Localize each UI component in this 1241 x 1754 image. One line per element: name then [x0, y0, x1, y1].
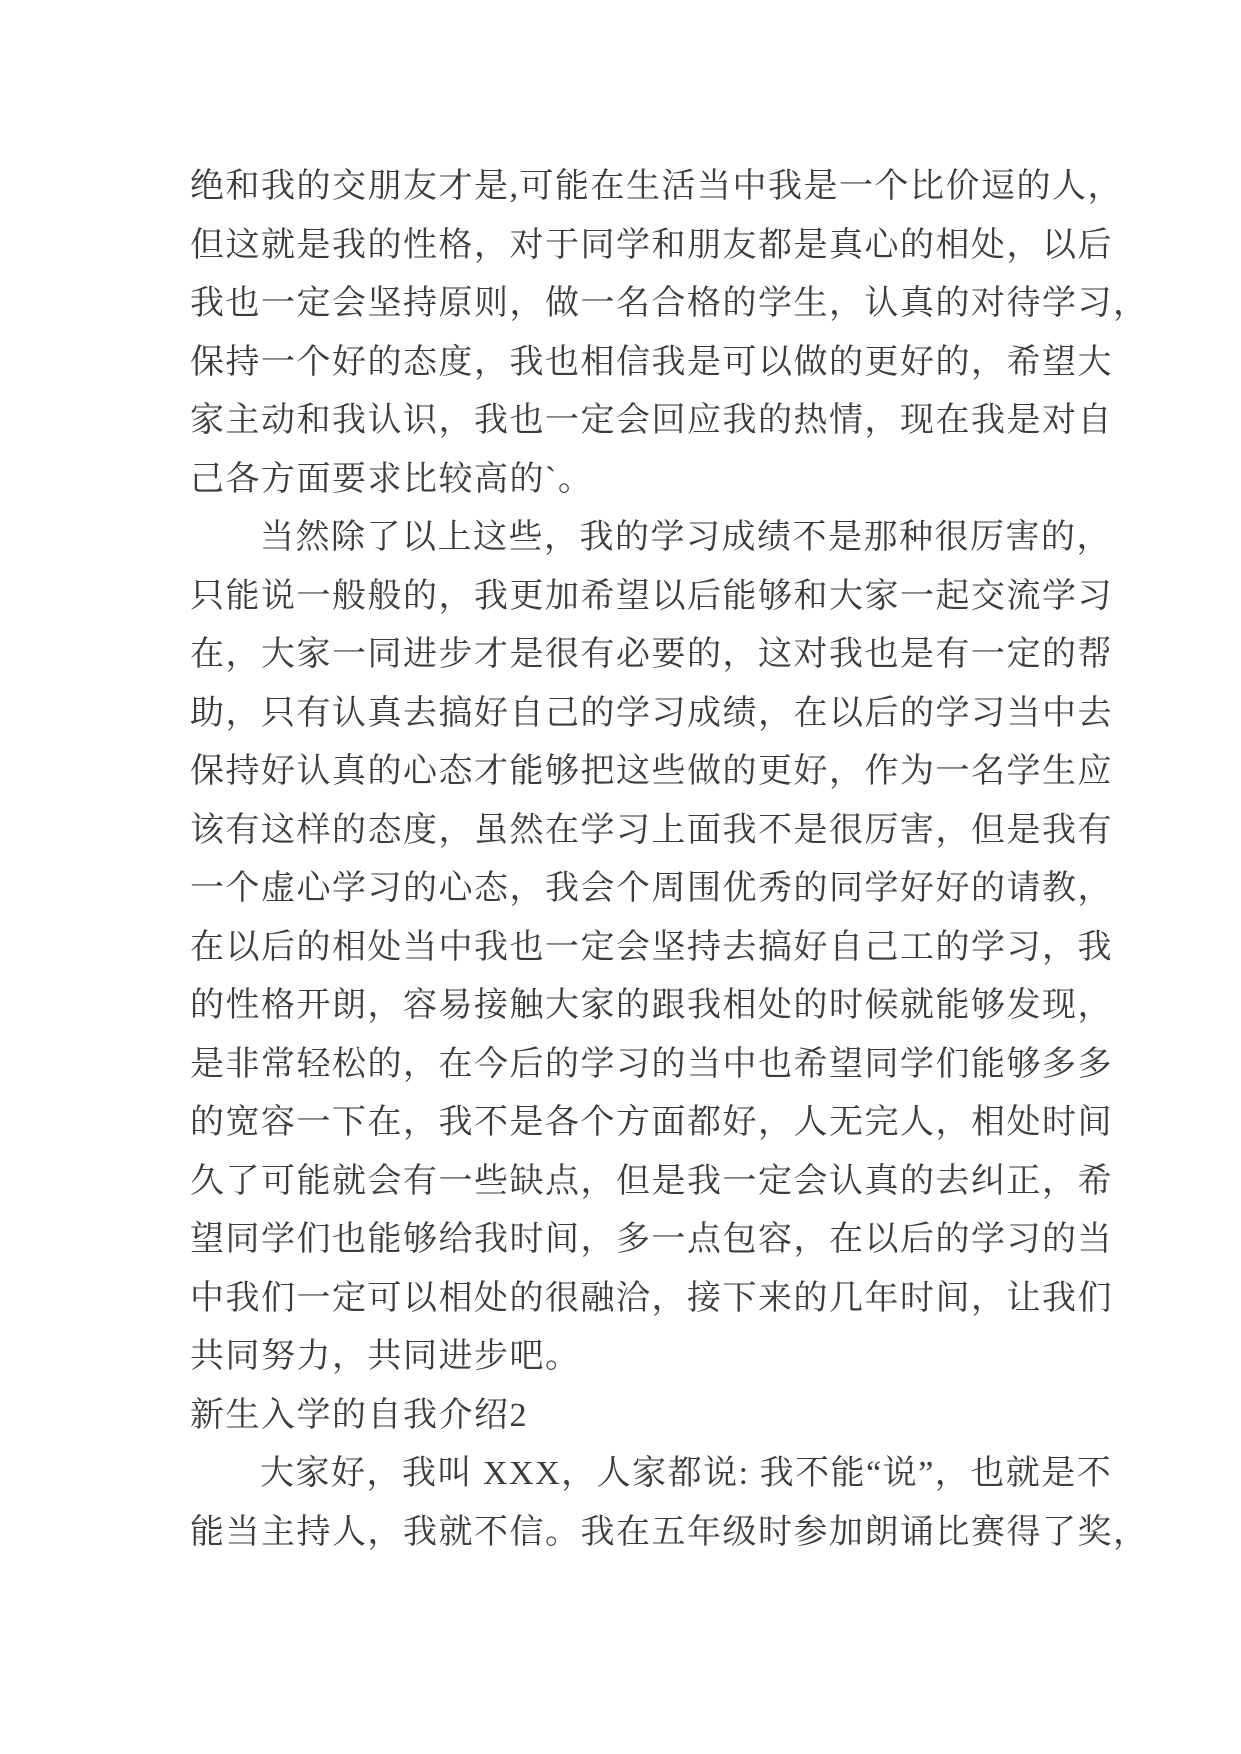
text-line: 是非常轻松的，在今后的学习的当中也希望同学们能够多多: [190, 1045, 1113, 1083]
text-line: 能当主持人，我就不信。我在五年级时参加朗诵比赛得了奖，: [190, 1513, 1149, 1551]
text-line: 但这就是我的性格，对于同学和朋友都是真心的相处，以后: [190, 226, 1113, 264]
text-line: 保持好认真的心态才能够把这些做的更好，作为一名学生应: [190, 753, 1113, 790]
text-line: 该有这样的态度，虽然在学习上面我不是很厉害，但是我有: [190, 811, 1113, 849]
text-line: 久了可能就会有一些缺点，但是我一定会认真的去纠正，希: [190, 1162, 1113, 1200]
section-heading: 新生入学的自我介绍2: [190, 1396, 528, 1434]
text-line: 家主动和我认识，我也一定会回应我的热情，现在我是对自: [190, 402, 1113, 439]
text-line: 望同学们也能够给我时间，多一点包容，在以后的学习的当: [190, 1221, 1113, 1258]
text-line: 在以后的相处当中我也一定会坚持去搞好自己工的学习，我: [190, 928, 1113, 966]
paragraph-first-line: 当然除了以上这些，我的学习成绩不是那种很厉害的，: [260, 519, 1112, 556]
paragraph-first-line: 大家好，我叫 XXX，人家都说: 我不能“说”，也就是不: [260, 1455, 1113, 1492]
text-line: 保持一个好的态度，我也相信我是可以做的更好的，希望大: [190, 343, 1113, 381]
text-line: 共同努力，共同进步吧。: [190, 1338, 581, 1375]
text-line: 助，只有认真去搞好自己的学习成绩，在以后的学习当中去: [190, 694, 1113, 732]
text-line: 中我们一定可以相处的很融洽，接下来的几年时间，让我们: [190, 1279, 1113, 1317]
text-line: 绝和我的交朋友才是,可能在生活当中我是一个比价逗的人，: [190, 168, 1123, 205]
text-line: 只能说一般般的，我更加希望以后能够和大家一起交流学习: [190, 577, 1113, 615]
text-line: 的宽容一下在，我不是各个方面都好，人无完人，相处时间: [190, 1104, 1113, 1141]
text-line: 的性格开朗，容易接触大家的跟我相处的时候就能够发现，: [190, 987, 1113, 1024]
text-line: 在，大家一同进步才是很有必要的，这对我也是有一定的帮: [190, 636, 1113, 673]
text-line: 我也一定会坚持原则，做一名合格的学生，认真的对待学习，: [190, 285, 1149, 322]
text-line: 己各方面要求比较高的`。: [190, 460, 594, 498]
text-line: 一个虚心学习的心态，我会个周围优秀的同学好好的请教，: [190, 870, 1113, 907]
